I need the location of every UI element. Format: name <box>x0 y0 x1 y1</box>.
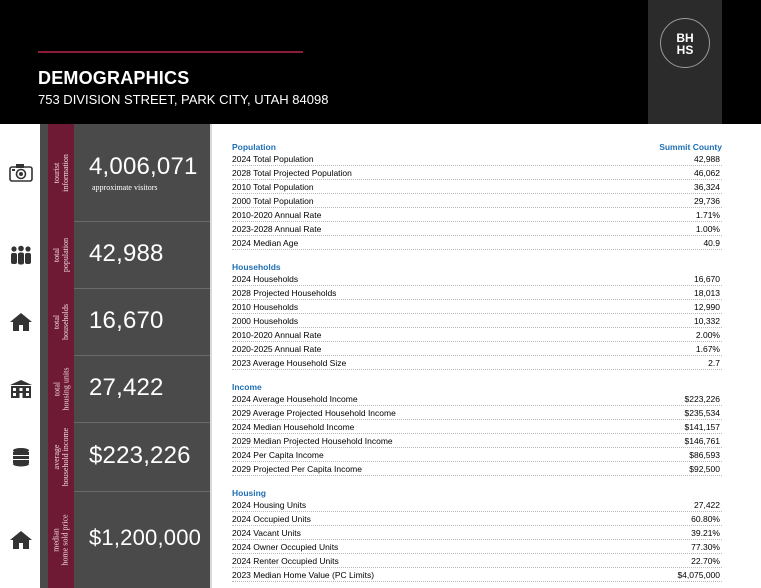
row-label: 2024 Owner Occupied Units <box>232 541 339 552</box>
row-label: 2023 Median Home Value (PC Limits) <box>232 569 375 580</box>
stat-label-line2: household income <box>61 427 70 486</box>
stat-value: 42,988 <box>89 239 164 267</box>
camera-icon <box>9 163 33 185</box>
stat-divider <box>74 491 210 492</box>
stat-value: $223,226 <box>89 441 191 469</box>
stat-label-line1: tourist <box>52 162 61 183</box>
row-value: $4,075,000 <box>677 569 720 580</box>
stat-label-line2: home sold price <box>61 513 71 566</box>
row-label: 2010 Households <box>232 301 299 312</box>
row-value: 46,062 <box>694 167 720 178</box>
table-row <box>232 166 722 180</box>
section-title: Housing <box>232 488 266 498</box>
row-label: 2010-2020 Annual Rate <box>232 209 322 220</box>
row-value: $235,534 <box>684 407 720 418</box>
stat-label <box>48 221 74 288</box>
stat-label <box>48 491 74 588</box>
row-value: 18,013 <box>694 287 720 298</box>
row-label: 2024 Occupied Units <box>232 513 311 524</box>
stat-label-line1: total <box>52 381 61 396</box>
row-value: 27,422 <box>694 499 720 510</box>
stat-panel <box>0 355 210 422</box>
row-value: 12,990 <box>694 301 720 312</box>
stat-divider <box>74 422 210 423</box>
row-value: 22.70% <box>691 555 720 566</box>
stat-label-line2: housing units <box>61 367 70 410</box>
row-value: 60.80% <box>691 513 720 524</box>
row-label: 2024 Per Capita Income <box>232 449 324 460</box>
row-value: 16,670 <box>694 273 720 284</box>
brand-logo-panel <box>648 0 722 124</box>
section-header <box>232 138 722 152</box>
stat-note: approximate visitors <box>92 182 158 192</box>
row-label: 2024 Median Household Income <box>232 421 355 432</box>
row-value: 10,332 <box>694 315 720 326</box>
row-value: 2.7 <box>708 357 720 368</box>
section-title: Population <box>232 142 276 152</box>
stat-label-line1: average <box>52 444 61 469</box>
row-label: 2024 Households <box>232 273 299 284</box>
stat-label-line1: median <box>52 527 62 552</box>
stat-value: 4,006,071 <box>89 152 198 180</box>
row-label: 2020-2025 Annual Rate <box>232 343 322 354</box>
row-label: 2024 Average Household Income <box>232 393 358 404</box>
table-row <box>232 300 722 314</box>
row-value: $223,226 <box>684 393 720 404</box>
row-value: 77.30% <box>691 541 720 552</box>
section-spacer <box>232 250 722 258</box>
table-row <box>232 526 722 540</box>
stat-value: 16,670 <box>89 306 164 334</box>
table-row <box>232 314 722 328</box>
stat-panel <box>0 124 210 221</box>
stat-value: $1,200,000 <box>89 524 202 550</box>
row-label: 2024 Median Age <box>232 237 299 248</box>
row-label: 2028 Projected Households <box>232 287 337 298</box>
row-label: 2029 Median Projected Household Income <box>232 435 393 446</box>
row-value: $141,157 <box>684 421 720 432</box>
stat-label <box>48 422 74 491</box>
table-row <box>232 568 722 582</box>
stat-label <box>48 288 74 355</box>
row-value: 2.00% <box>695 329 720 340</box>
section-header <box>232 484 722 498</box>
people-icon <box>9 245 33 267</box>
table-row <box>232 180 722 194</box>
stat-label-line1: total <box>52 247 61 262</box>
row-value: 29,736 <box>694 195 720 206</box>
table-row <box>232 194 722 208</box>
stat-panel <box>0 288 210 355</box>
house-icon <box>9 312 33 334</box>
stat-label-line2: information <box>61 153 70 192</box>
row-label: 2024 Total Population <box>232 153 314 164</box>
row-label: 2023 Average Household Size <box>232 357 347 368</box>
table-row <box>232 540 722 554</box>
table-row <box>232 272 722 286</box>
row-value: 1.71% <box>695 209 720 220</box>
stat-label-line2: population <box>61 237 70 272</box>
demographics-table <box>232 138 722 582</box>
stat-divider <box>74 221 210 222</box>
row-value: 1.67% <box>695 343 720 354</box>
row-label: 2000 Total Population <box>232 195 314 206</box>
coins-icon <box>9 447 33 469</box>
stat-panel <box>0 422 210 491</box>
section-title: Households <box>232 262 281 272</box>
column-gap <box>210 124 212 588</box>
row-value: 36,324 <box>694 181 720 192</box>
row-label: 2010 Total Population <box>232 181 314 192</box>
header-banner <box>0 0 761 124</box>
row-label: 2010-2020 Annual Rate <box>232 329 322 340</box>
stat-divider <box>74 355 210 356</box>
table-row <box>232 498 722 512</box>
row-value: 1.00% <box>695 223 720 234</box>
section-header <box>232 378 722 392</box>
row-label: 2028 Total Projected Population <box>232 167 352 178</box>
section-spacer <box>232 370 722 378</box>
row-label: 2023-2028 Annual Rate <box>232 223 322 234</box>
table-row <box>232 512 722 526</box>
table-row <box>232 222 722 236</box>
table-row <box>232 356 722 370</box>
table-row <box>232 448 722 462</box>
row-value: 42,988 <box>694 153 720 164</box>
table-row <box>232 434 722 448</box>
table-row <box>232 462 722 476</box>
table-row <box>232 392 722 406</box>
stat-label <box>48 124 74 221</box>
stat-label-line1: total <box>52 314 61 329</box>
row-label: 2029 Average Projected Household Income <box>232 407 396 418</box>
table-row <box>232 208 722 222</box>
header-accent-rule <box>38 51 303 53</box>
row-value: $86,593 <box>689 449 720 460</box>
row-value: 40.9 <box>703 237 720 248</box>
row-value: 39.21% <box>691 527 720 538</box>
bhhs-logo <box>660 18 710 68</box>
table-row <box>232 406 722 420</box>
stat-divider <box>74 288 210 289</box>
row-value: $92,500 <box>689 463 720 474</box>
logo-wordmark: BH HS <box>676 31 694 57</box>
table-row <box>232 420 722 434</box>
stat-label-line2: households <box>61 303 70 340</box>
property-address: 753 DIVISION STREET, PARK CITY, UTAH 84098 <box>38 92 329 107</box>
section-spacer <box>232 476 722 484</box>
stat-value: 27,422 <box>89 373 164 401</box>
stat-label <box>48 355 74 422</box>
page-title: DEMOGRAPHICS <box>38 68 190 88</box>
table-row <box>232 152 722 166</box>
table-row <box>232 554 722 568</box>
row-label: 2024 Vacant Units <box>232 527 301 538</box>
stat-panel <box>0 491 210 588</box>
house-icon <box>9 530 33 552</box>
column-header: Summit County <box>659 142 722 152</box>
table-row <box>232 286 722 300</box>
section-header <box>232 258 722 272</box>
row-label: 2024 Renter Occupied Units <box>232 555 339 566</box>
section-title: Income <box>232 382 262 392</box>
table-row <box>232 236 722 250</box>
row-label: 2024 Housing Units <box>232 499 307 510</box>
building-icon <box>9 379 33 401</box>
row-label: 2000 Households <box>232 315 299 326</box>
table-row <box>232 328 722 342</box>
table-row <box>232 342 722 356</box>
row-label: 2029 Projected Per Capita Income <box>232 463 362 474</box>
stat-panel <box>0 221 210 288</box>
row-value: $146,761 <box>684 435 720 446</box>
